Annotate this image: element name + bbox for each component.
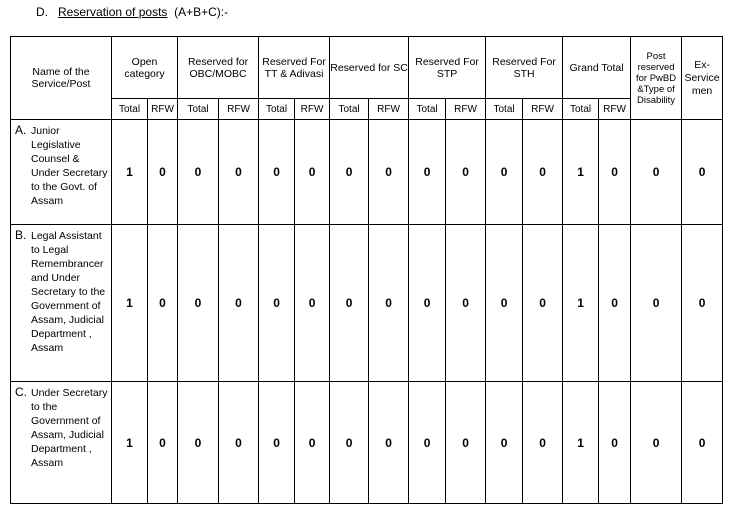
header-grand-total: Grand Total <box>563 37 631 99</box>
value-cell: 0 <box>599 120 631 225</box>
reservation-table <box>10 36 723 504</box>
sub-header-total: Total <box>409 99 446 120</box>
value-cell: 0 <box>409 120 446 225</box>
value-cell: 1 <box>563 382 599 504</box>
section-heading <box>36 5 228 19</box>
sub-header-total: Total <box>112 99 148 120</box>
value-cell: 1 <box>563 225 599 382</box>
value-cell: 0 <box>486 120 523 225</box>
value-cell: 0 <box>295 120 330 225</box>
value-cell: 0 <box>295 382 330 504</box>
value-cell: 0 <box>178 382 219 504</box>
sub-header-total: Total <box>259 99 295 120</box>
value-cell: 0 <box>486 382 523 504</box>
sub-header-rfw: RFW <box>369 99 409 120</box>
value-cell: 0 <box>523 382 563 504</box>
sub-header-total: Total <box>486 99 523 120</box>
heading-suffix: (A+B+C):- <box>174 5 229 19</box>
value-cell: 0 <box>330 120 369 225</box>
value-cell: 0 <box>178 225 219 382</box>
sub-header-total: Total <box>330 99 369 120</box>
value-cell: 0 <box>682 120 723 225</box>
value-cell: 0 <box>682 382 723 504</box>
value-cell: 0 <box>682 225 723 382</box>
value-cell: 0 <box>330 225 369 382</box>
sub-header-total: Total <box>178 99 219 120</box>
value-cell: 0 <box>446 120 486 225</box>
value-cell: 0 <box>259 120 295 225</box>
sub-header-rfw: RFW <box>219 99 259 120</box>
header-sc: Reserved for SC <box>330 37 409 99</box>
value-cell: 0 <box>219 382 259 504</box>
value-cell: 0 <box>409 382 446 504</box>
value-cell: 0 <box>369 225 409 382</box>
value-cell: 1 <box>112 120 148 225</box>
value-cell: 1 <box>112 382 148 504</box>
value-cell: 0 <box>486 225 523 382</box>
header-name-of-post: Name of the Service/Post <box>11 37 112 120</box>
value-cell: 0 <box>369 120 409 225</box>
row-letter: A. <box>15 123 27 137</box>
sub-header-rfw: RFW <box>446 99 486 120</box>
value-cell: 0 <box>148 382 178 504</box>
value-cell: 0 <box>599 382 631 504</box>
header-pwbd: Post reserved for PwBD &Type of Disability <box>631 37 682 120</box>
sub-header-rfw: RFW <box>148 99 178 120</box>
post-name-cell <box>11 120 112 225</box>
header-ex-servicemen: Ex-Service men <box>682 37 723 120</box>
value-cell: 0 <box>330 382 369 504</box>
header-tt-adivasi: Reserved For TT & Adivasi <box>259 37 330 99</box>
value-cell: 0 <box>259 225 295 382</box>
value-cell: 0 <box>446 382 486 504</box>
value-cell: 0 <box>295 225 330 382</box>
value-cell: 0 <box>148 225 178 382</box>
value-cell: 1 <box>112 225 148 382</box>
value-cell: 0 <box>523 225 563 382</box>
table-row <box>11 120 723 225</box>
value-cell: 0 <box>409 225 446 382</box>
value-cell: 0 <box>631 120 682 225</box>
row-letter: C. <box>15 385 27 399</box>
value-cell: 0 <box>259 382 295 504</box>
value-cell: 0 <box>631 225 682 382</box>
value-cell: 0 <box>446 225 486 382</box>
value-cell: 0 <box>369 382 409 504</box>
post-name: Junior Legislative Counsel & Under Secretary to the Govt. of Assam <box>31 125 108 207</box>
sub-header-rfw: RFW <box>523 99 563 120</box>
sub-header-rfw: RFW <box>295 99 330 120</box>
header-sth: Reserved For STH <box>486 37 563 99</box>
value-cell: 0 <box>219 225 259 382</box>
value-cell: 0 <box>599 225 631 382</box>
sub-header-rfw: RFW <box>599 99 631 120</box>
value-cell: 0 <box>219 120 259 225</box>
table-row <box>11 225 723 382</box>
post-name-cell <box>11 382 112 504</box>
header-open-category: Open category <box>112 37 178 99</box>
post-name: Legal Assistant to Legal Remembrancer and Under Secretary to the Government of Assam, Judicial Department , Assam <box>31 230 106 354</box>
row-letter: B. <box>15 228 27 242</box>
header-stp: Reserved For STP <box>409 37 486 99</box>
value-cell: 1 <box>563 120 599 225</box>
value-cell: 0 <box>148 120 178 225</box>
value-cell: 0 <box>523 120 563 225</box>
heading-letter: D. <box>36 5 48 19</box>
sub-header-total: Total <box>563 99 599 120</box>
value-cell: 0 <box>631 382 682 504</box>
value-cell: 0 <box>178 120 219 225</box>
table-row <box>11 382 723 504</box>
header-obc-mobc: Reserved for OBC/MOBC <box>178 37 259 99</box>
post-name-cell <box>11 225 112 382</box>
post-name: Under Secretary to the Government of Assam, Judicial Department , Assam <box>31 387 108 469</box>
heading-title: Reservation of posts <box>58 5 168 19</box>
